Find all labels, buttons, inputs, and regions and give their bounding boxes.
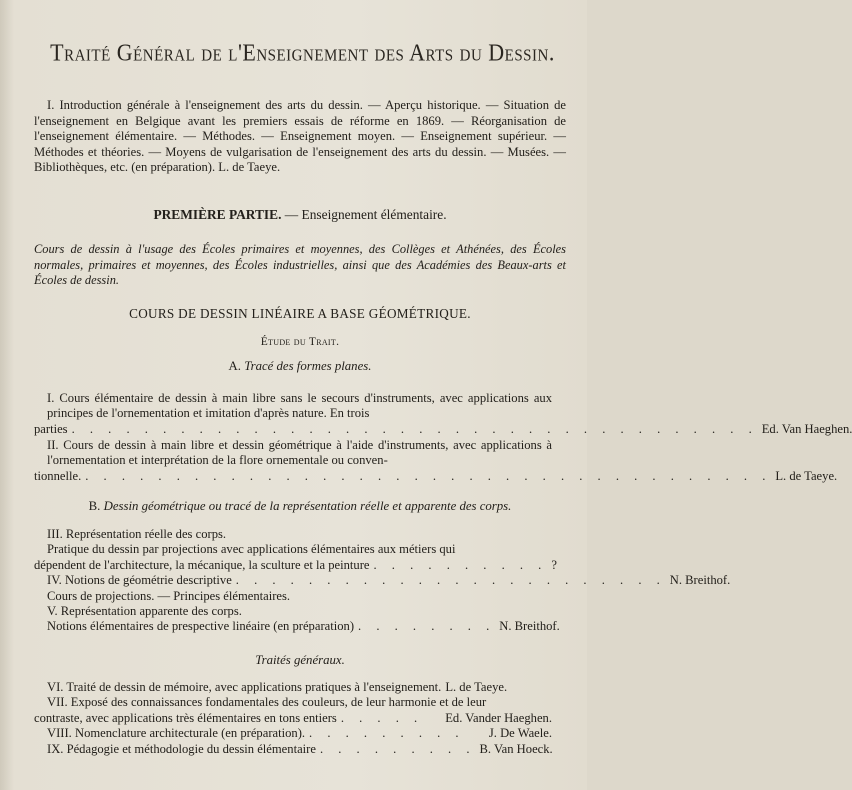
dot-leader: . . . . . . . . .	[309, 726, 465, 741]
part-subtitle: — Enseignement élémentaire.	[284, 207, 447, 222]
cours-description	[34, 242, 566, 289]
item-5b-author: N. Breithof.	[499, 619, 560, 634]
dot-leader: . . . . . . . . .	[319, 741, 476, 756]
item-2-author: L. de Taeye.	[775, 468, 838, 483]
item-8-author: J. De Waele.	[488, 726, 552, 741]
item-4-label: IV. Notions de géométrie descriptive	[47, 573, 232, 588]
item-3-mark: ?	[551, 557, 557, 572]
heading-traites-text: Traités généraux.	[255, 653, 345, 667]
section-b-heading	[34, 499, 566, 514]
item-9-line	[34, 742, 552, 757]
item-6-author: L. de Taeye.	[445, 680, 508, 694]
page-title: Traité Général de l'Enseignement des Arts du Dessin.	[50, 38, 555, 66]
item-1-line	[34, 421, 852, 437]
cours-description-text: Cours de dessin à l'usage des Écoles primaires et moyennes, des Collèges et Athénées, des Écoles normales, primaires et moyennes, des Écoles industrielles, ainsi que des Académies des Beaux-arts et Écoles de dessin.	[34, 242, 566, 288]
item-9-label: IX. Pédagogie et méthodologie du dessin élémentaire	[47, 741, 316, 756]
dot-leader: . . . . . . . . . . . . . . . . . . . . . . . . . . . . . . . . . . . . . .	[71, 421, 758, 436]
section-a-title: Tracé des formes planes.	[244, 359, 372, 373]
item-3-head: III. Représentation réelle des corps.	[47, 527, 227, 541]
item-5b-label: Notions élémentaires de prespective linéaire (en préparation)	[47, 619, 355, 634]
item-1-last: parties	[34, 421, 68, 436]
item-1	[34, 391, 852, 437]
part-label: PREMIÈRE PARTIE.	[153, 207, 282, 222]
item-2-line	[34, 468, 838, 484]
item-9-author: B. Van Hoeck.	[479, 741, 553, 756]
item-6-line	[34, 680, 552, 695]
section-a-letter: A.	[228, 359, 241, 373]
section-b-title: Dessin géométrique ou tracé de la représentation réelle et apparente des corps.	[103, 499, 512, 513]
items-3-5	[34, 527, 731, 635]
intro-text: I. Introduction générale à l'enseignement des arts du dessin. — Aperçu historique. — Situation de l'enseignement en Belgique avant les premiers essais de réforme en 1869. — Réorganisation de l'enseignement élémentaire. — Méthodes. — Enseignement moyen. — Enseignement supérieur. — Méthodes et théories. — Moyens de vulgarisation de l'enseignement des arts du dessin. — Musées. — Bibliothèques, etc. (en préparation). L. de Taeye.	[34, 98, 566, 175]
dot-leader: . . . . .	[340, 710, 424, 725]
dot-leader: . . . . . . . . . .	[373, 557, 548, 572]
dot-leader: . . . . . . . . . . . . . . . . . . . . . . . .	[235, 573, 666, 588]
item-5: V. Représentation apparente des corps.	[47, 604, 242, 619]
dot-leader: . . . . . . . . . . . . . . . . . . . . . . . . . . . . . . . . . . . . . .	[85, 468, 772, 483]
item-5b-line	[34, 619, 560, 634]
heading-cours: COURS DE DESSIN LINÉAIRE A BASE GÉOMÉTRIQUE.	[129, 306, 471, 321]
item-7-author: Ed. Vander Haeghen.	[445, 710, 552, 725]
section-b-letter: B.	[88, 499, 101, 513]
item-7-last: contraste, avec applications très élémentaires en tons entiers	[34, 710, 337, 725]
item-2-last: tionnelle.	[34, 468, 82, 483]
item-4b: Cours de projections. — Principes élémentaires.	[47, 588, 291, 603]
items-6-9	[34, 680, 552, 757]
item-8-line	[34, 726, 552, 741]
item-1-author: Ed. Van Haeghen.	[761, 421, 852, 436]
item-2	[34, 438, 838, 484]
item-7-text: VII. Exposé des connaissances fondamentales des couleurs, de leur harmonie et de leur	[47, 695, 487, 710]
heading-etude: Étude du Trait.	[260, 336, 340, 348]
dot-leader: . . . . . . . .	[358, 619, 496, 634]
item-7-line	[34, 711, 552, 726]
section-a-heading	[34, 359, 566, 374]
item-8-label: VIII. Nomenclature architecturale (en préparation).	[47, 726, 306, 741]
item-3-last: dépendent de l'architecture, la mécanique, la sculture et la peinture	[34, 557, 370, 572]
item-4-author: N. Breithof.	[669, 573, 731, 588]
heading-traites	[34, 653, 566, 668]
item-4-line	[34, 573, 731, 588]
item-1-text: I. Cours élémentaire de dessin à main libre sans le secours d'instruments, avec applications aux principes de l'ornementation et imitation d'après nature. En trois	[47, 391, 552, 421]
item-3-text: Pratique du dessin par projections avec applications élémentaires aux métiers qui	[47, 542, 456, 557]
item-2-text: II. Cours de dessin à main libre et dessin géométrique à l'aide d'instruments, avec applications à l'ornementation et interprétation de la flore ornementale ou conven-	[47, 438, 552, 468]
item-6-label: VI. Traité de dessin de mémoire, avec applications pratiques à l'enseignement.	[47, 680, 442, 694]
item-3-line	[34, 557, 557, 573]
intro-paragraph	[34, 98, 566, 176]
part-heading	[34, 207, 566, 223]
